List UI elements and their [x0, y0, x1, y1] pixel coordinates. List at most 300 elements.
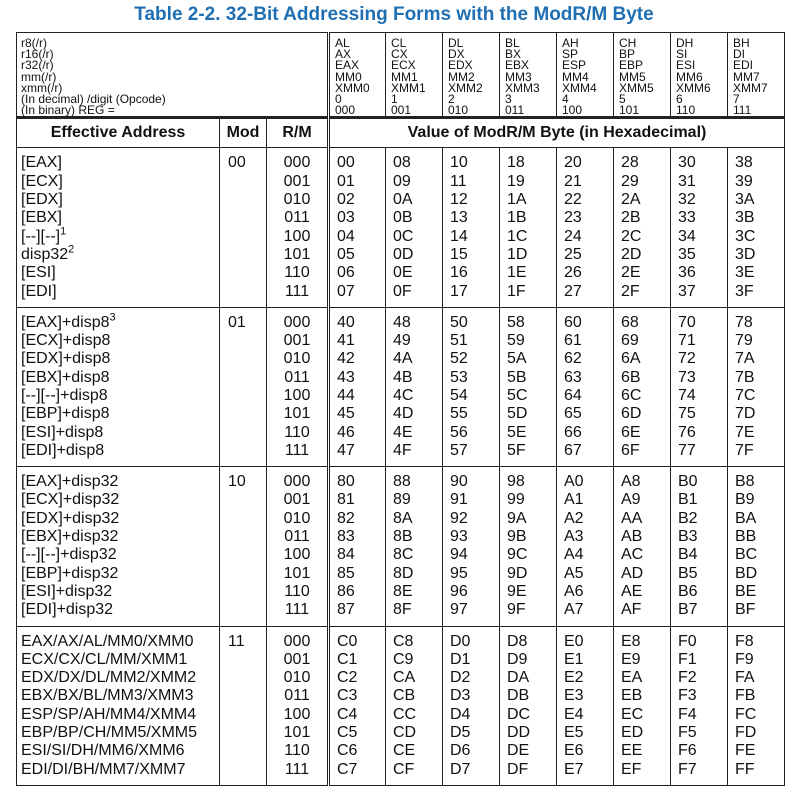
- hex-value: A2: [564, 509, 584, 527]
- hex-value: 9E: [507, 582, 527, 600]
- hex-value: 98: [507, 473, 525, 491]
- register-r16: SI: [676, 47, 688, 62]
- col-effective-address: Effective Address: [17, 118, 220, 148]
- mod-group-00: [17, 148, 785, 307]
- hex-value: 53: [450, 368, 468, 386]
- hex-value: 78: [735, 313, 753, 331]
- rm-cell: [267, 626, 329, 785]
- hex-value: 27: [564, 282, 582, 300]
- rm-value: 011: [284, 209, 310, 227]
- mod-group-01: [17, 307, 785, 466]
- hex-value: C1: [337, 650, 358, 668]
- effective-address-text: EDX/DX/DL/MM2/XMM2: [21, 669, 197, 687]
- register-r8: CH: [619, 36, 637, 50]
- register-r16: DI: [733, 47, 745, 62]
- col-mod: Mod: [220, 118, 267, 148]
- hex-value: 71: [678, 332, 696, 350]
- hex-value: 06: [337, 264, 355, 282]
- effective-address: [21, 350, 219, 368]
- hex-value: BE: [735, 582, 757, 600]
- register-mm: MM0: [335, 69, 362, 84]
- effective-address-cell: [17, 626, 220, 785]
- hex-column: [614, 626, 671, 785]
- hex-value: 73: [678, 368, 696, 386]
- hex-value: 72: [678, 350, 696, 368]
- hex-value: 37: [678, 282, 696, 300]
- effective-address-text: EBP/BP/CH/MM5/XMM5: [21, 724, 198, 742]
- effective-address-text: ESP/SP/AH/MM4/XMM4: [21, 705, 197, 723]
- hex-column: [500, 148, 557, 307]
- register-column-101: [614, 33, 671, 118]
- effective-address: [21, 633, 219, 651]
- hex-value: 92: [450, 509, 468, 527]
- hex-value: B5: [678, 564, 698, 582]
- register-xmm: XMM6: [676, 80, 711, 95]
- rm-value: 110: [284, 423, 310, 441]
- rm-value: 000: [283, 473, 311, 491]
- hex-value: E1: [564, 650, 584, 668]
- hex-value: A7: [564, 601, 584, 619]
- hex-value: 3E: [735, 264, 755, 282]
- hex-value: 89: [393, 491, 411, 509]
- register-mm: MM1: [391, 69, 418, 84]
- hex-value: 08: [393, 154, 411, 172]
- effective-address: [21, 154, 219, 172]
- rm-value: 010: [283, 191, 311, 209]
- hex-value: B2: [678, 509, 698, 527]
- hex-value: 6C: [621, 386, 642, 404]
- hex-value: 5C: [507, 386, 528, 404]
- rm-value: 010: [283, 669, 311, 687]
- hex-value: 6A: [621, 350, 641, 368]
- hex-value: 01: [337, 172, 355, 190]
- register-bin: 001: [391, 103, 412, 118]
- hex-value: D0: [450, 632, 471, 650]
- header-label: (In decimal) /digit (Opcode): [21, 92, 166, 107]
- hex-value: 2E: [621, 264, 641, 282]
- hex-column: [386, 467, 443, 626]
- hex-column: [728, 467, 785, 626]
- hex-value: 23: [564, 209, 582, 227]
- hex-value: ED: [621, 724, 644, 742]
- hex-value: EC: [621, 705, 644, 723]
- effective-address-text: [EBP]+disp8: [21, 405, 110, 423]
- hex-value: BA: [735, 509, 757, 527]
- effective-address: [21, 651, 219, 669]
- hex-value: D7: [450, 760, 471, 778]
- effective-address-text: [EBP]+disp32: [21, 564, 119, 582]
- hex-value: 90: [450, 473, 468, 491]
- hex-value: 10: [450, 154, 468, 172]
- hex-value: 51: [450, 332, 468, 350]
- effective-address: [21, 601, 219, 619]
- register-mm: MM7: [733, 69, 760, 84]
- register-bin: 110: [676, 103, 696, 118]
- hex-value: 59: [507, 332, 525, 350]
- hex-value: 79: [735, 332, 753, 350]
- hex-value: 74: [678, 386, 696, 404]
- hex-column: [443, 307, 500, 466]
- effective-address-text: [ECX]: [21, 172, 63, 190]
- hex-value: AA: [621, 509, 643, 527]
- register-r32: EBP: [619, 58, 644, 73]
- register-column-110: [671, 33, 728, 118]
- hex-value: 36: [678, 264, 696, 282]
- register-r32: EDX: [448, 58, 473, 73]
- rm-value: 001: [283, 650, 311, 668]
- effective-address-cell: [17, 307, 220, 466]
- effective-address: [21, 546, 219, 564]
- hex-value: 7E: [735, 423, 755, 441]
- register-xmm: XMM0: [335, 80, 370, 95]
- hex-value: 30: [678, 154, 696, 172]
- hex-value: EA: [621, 669, 643, 687]
- hex-value: 91: [450, 491, 468, 509]
- hex-column: [671, 467, 728, 626]
- hex-column: [614, 467, 671, 626]
- hex-value: 9B: [507, 528, 527, 546]
- hex-value: 55: [450, 405, 468, 423]
- hex-value: 38: [735, 154, 753, 172]
- hex-value: 09: [393, 172, 411, 190]
- register-r8: DH: [676, 36, 694, 50]
- hex-value: 69: [621, 332, 639, 350]
- rm-cell: [267, 467, 329, 626]
- hex-value: 87: [337, 601, 355, 619]
- register-r8: BH: [733, 36, 750, 50]
- hex-value: BD: [735, 564, 758, 582]
- register-xmm: XMM3: [505, 80, 540, 95]
- hex-column: [500, 307, 557, 466]
- hex-value: B8: [735, 473, 755, 491]
- hex-value: 1D: [507, 245, 528, 263]
- register-dec: 2: [448, 92, 455, 107]
- hex-value: 03: [337, 209, 355, 227]
- hex-value: B4: [678, 546, 698, 564]
- hex-column: [443, 626, 500, 785]
- hex-value: 0E: [393, 264, 413, 282]
- hex-value: E0: [564, 632, 584, 650]
- hex-column: [500, 467, 557, 626]
- hex-value: 4C: [393, 386, 414, 404]
- hex-value: B7: [678, 601, 698, 619]
- hex-value: 65: [564, 405, 582, 423]
- register-bin: 101: [619, 103, 640, 118]
- hex-value: 46: [337, 423, 355, 441]
- hex-column: [386, 626, 443, 785]
- hex-value: 6E: [621, 423, 641, 441]
- hex-value: BB: [735, 528, 757, 546]
- hex-value: 22: [564, 191, 582, 209]
- footnote-marker: 3: [109, 311, 116, 324]
- hex-value: 42: [337, 350, 355, 368]
- hex-value: 0F: [393, 282, 412, 300]
- effective-address-text: [ESI]: [21, 264, 56, 282]
- hex-value: 16: [450, 264, 468, 282]
- hex-value: 80: [337, 473, 355, 491]
- register-column-111: [728, 33, 785, 118]
- hex-value: F3: [678, 687, 697, 705]
- hex-value: 20: [564, 154, 582, 172]
- hex-value: 7D: [735, 405, 756, 423]
- hex-value: 7C: [735, 386, 756, 404]
- hex-value: FE: [735, 742, 756, 760]
- register-dec: 1: [391, 92, 398, 107]
- hex-value: AB: [621, 528, 643, 546]
- rm-value: 010: [283, 509, 311, 527]
- hex-value: 1C: [507, 227, 528, 245]
- hex-column: [443, 148, 500, 307]
- hex-value: 9A: [507, 509, 527, 527]
- register-bin: 100: [562, 103, 583, 118]
- header-label: r32(/r): [21, 58, 54, 73]
- table-title: Table 2-2. 32-Bit Addressing Forms with the ModR/M Byte: [134, 4, 654, 25]
- effective-address: [21, 225, 219, 246]
- hex-value: FF: [735, 760, 755, 778]
- hex-value: A4: [564, 546, 584, 564]
- hex-value: AC: [621, 546, 644, 564]
- hex-value: 28: [621, 154, 639, 172]
- hex-value: E8: [621, 632, 641, 650]
- register-r32: ECX: [391, 58, 416, 73]
- hex-value: 3D: [735, 245, 756, 263]
- effective-address-text: EDI/DI/BH/MM7/XMM7: [21, 760, 186, 778]
- hex-value: C7: [337, 760, 358, 778]
- effective-address-text: [--][--]+disp32: [21, 546, 117, 564]
- hex-value: EE: [621, 742, 643, 760]
- register-mm: MM3: [505, 69, 532, 84]
- hex-column: [557, 626, 614, 785]
- rm-value: 111: [284, 441, 310, 459]
- effective-address-text: [EBX]+disp32: [21, 528, 119, 546]
- hex-value: 2B: [621, 209, 641, 227]
- hex-value: A8: [621, 473, 641, 491]
- effective-address-text: [--][--]: [21, 227, 61, 245]
- hex-value: B9: [735, 491, 755, 509]
- hex-value: 33: [678, 209, 696, 227]
- hex-value: AE: [621, 582, 643, 600]
- register-r16: BX: [505, 47, 522, 62]
- rm-value: 111: [284, 760, 310, 778]
- hex-value: 8C: [393, 546, 414, 564]
- hex-value: A3: [564, 528, 584, 546]
- hex-column: [728, 307, 785, 466]
- hex-value: D2: [450, 669, 471, 687]
- effective-address-text: [EBX]+disp8: [21, 368, 110, 386]
- hex-value: 45: [337, 405, 355, 423]
- hex-value: DA: [507, 669, 530, 687]
- hex-value: 11: [450, 172, 467, 190]
- hex-value: 41: [337, 332, 355, 350]
- rm-value: 100: [283, 546, 311, 564]
- hex-value: C0: [337, 632, 358, 650]
- register-r32: ESI: [676, 58, 696, 73]
- hex-value: CE: [393, 742, 416, 760]
- hex-value: 85: [337, 564, 355, 582]
- hex-value: DD: [507, 724, 531, 742]
- hex-value: 3F: [735, 282, 754, 300]
- mod-value: 01: [220, 307, 267, 466]
- hex-value: B0: [678, 473, 698, 491]
- hex-value: 4B: [393, 368, 413, 386]
- register-xmm: XMM1: [391, 80, 426, 95]
- hex-value: E3: [564, 687, 584, 705]
- rm-value: 000: [283, 313, 311, 331]
- register-r8: AL: [335, 36, 350, 50]
- hex-value: 31: [678, 172, 696, 190]
- mod-value: 10: [220, 467, 267, 626]
- hex-value: E5: [564, 724, 584, 742]
- register-dec: 0: [335, 92, 342, 107]
- hex-value: C9: [393, 650, 414, 668]
- hex-value: 7B: [735, 368, 755, 386]
- effective-address: [21, 191, 219, 209]
- hex-value: 76: [678, 423, 696, 441]
- register-dec: 7: [733, 92, 740, 107]
- effective-address: [21, 264, 219, 282]
- rm-value: 010: [283, 350, 311, 368]
- hex-value: 2F: [621, 282, 640, 300]
- register-header-row: [17, 33, 785, 118]
- mod-group-10: [17, 467, 785, 626]
- header-label: mm(/r): [21, 69, 57, 84]
- hex-value: 3B: [735, 209, 755, 227]
- register-r32: EBX: [505, 58, 530, 73]
- effective-address: [21, 424, 219, 442]
- hex-value: 86: [337, 582, 355, 600]
- register-mm: MM6: [676, 69, 703, 84]
- hex-column: [329, 148, 386, 307]
- rm-value: 100: [283, 705, 311, 723]
- hex-value: D5: [450, 724, 471, 742]
- hex-value: C8: [393, 632, 414, 650]
- hex-value: F2: [678, 669, 697, 687]
- effective-address-text: EBX/BX/BL/MM3/XMM3: [21, 687, 194, 705]
- register-dec: 5: [619, 92, 626, 107]
- hex-value: 62: [564, 350, 582, 368]
- effective-address-text: [ECX]+disp8: [21, 332, 111, 350]
- hex-value: 3A: [735, 191, 755, 209]
- hex-value: D6: [450, 742, 471, 760]
- effective-address: [21, 706, 219, 724]
- hex-value: 1E: [507, 264, 527, 282]
- effective-address-text: [--][--]+disp8: [21, 386, 108, 404]
- hex-value: CF: [393, 760, 415, 778]
- header-labels: [17, 33, 329, 118]
- effective-address: [21, 761, 219, 779]
- hex-value: 8F: [393, 601, 412, 619]
- register-mm: MM2: [448, 69, 475, 84]
- effective-address: [21, 283, 219, 301]
- effective-address: [21, 405, 219, 423]
- hex-value: 1F: [507, 282, 526, 300]
- hex-value: 67: [564, 441, 582, 459]
- register-xmm: XMM5: [619, 80, 654, 95]
- rm-value: 100: [283, 386, 311, 404]
- effective-address: [21, 332, 219, 350]
- mod-group-11: [17, 626, 785, 785]
- hex-value: 50: [450, 313, 468, 331]
- hex-value: D1: [450, 650, 471, 668]
- register-mm: MM4: [562, 69, 589, 84]
- hex-column: [443, 467, 500, 626]
- hex-value: B6: [678, 582, 698, 600]
- register-r32: EAX: [335, 58, 360, 73]
- hex-value: 4D: [393, 405, 414, 423]
- effective-address-text: [EDI]+disp32: [21, 601, 114, 619]
- effective-address-text: ECX/CX/CL/MM/XMM1: [21, 650, 188, 668]
- hex-value: 9F: [507, 601, 526, 619]
- hex-value: FD: [735, 724, 757, 742]
- effective-address: [21, 473, 219, 491]
- mod-value: 11: [220, 626, 267, 785]
- hex-value: 47: [337, 441, 355, 459]
- effective-address-text: [ESI]+disp8: [21, 423, 104, 441]
- effective-address-text: [EDI]: [21, 282, 57, 300]
- hex-value: EB: [621, 687, 643, 705]
- register-dec: 4: [562, 92, 569, 107]
- hex-value: 96: [450, 582, 468, 600]
- hex-value: 35: [678, 245, 696, 263]
- hex-value: 7F: [735, 441, 754, 459]
- hex-value: CD: [393, 724, 417, 742]
- hex-value: E9: [621, 650, 641, 668]
- effective-address: [21, 510, 219, 528]
- rm-value: 001: [283, 172, 311, 190]
- register-column-010: [443, 33, 500, 118]
- register-r8: DL: [448, 36, 464, 50]
- hex-value: FC: [735, 705, 757, 723]
- hex-column: [329, 626, 386, 785]
- effective-address-text: [EAX]+disp32: [21, 473, 119, 491]
- footnote-marker: 2: [68, 243, 75, 256]
- hex-value: FA: [735, 669, 755, 687]
- hex-value: 17: [450, 282, 468, 300]
- hex-value: 04: [337, 227, 355, 245]
- hex-value: F9: [735, 650, 754, 668]
- effective-address-text: [EDI]+disp8: [21, 441, 105, 459]
- hex-value: 48: [393, 313, 411, 331]
- hex-value: 94: [450, 546, 468, 564]
- hex-value: 9C: [507, 546, 528, 564]
- hex-value: 4E: [393, 423, 413, 441]
- hex-value: 84: [337, 546, 355, 564]
- hex-value: CA: [393, 669, 416, 687]
- hex-column: [671, 148, 728, 307]
- hex-value: 13: [450, 209, 468, 227]
- effective-address: [21, 687, 219, 705]
- hex-value: D4: [450, 705, 471, 723]
- hex-value: EF: [621, 760, 642, 778]
- register-r32: ESP: [562, 58, 587, 73]
- hex-value: D8: [507, 632, 528, 650]
- hex-value: E6: [564, 742, 584, 760]
- hex-value: 56: [450, 423, 468, 441]
- hex-value: 5B: [507, 368, 527, 386]
- register-dec: 3: [505, 92, 512, 107]
- effective-address-text: EAX/AX/AL/MM0/XMM0: [21, 632, 194, 650]
- hex-value: FB: [735, 687, 756, 705]
- rm-value: 011: [284, 368, 310, 386]
- rm-value: 001: [283, 332, 311, 350]
- hex-value: 77: [678, 441, 696, 459]
- hex-column: [728, 626, 785, 785]
- hex-value: 0C: [393, 227, 414, 245]
- header-label: r8(/r): [21, 36, 47, 50]
- hex-value: 0A: [393, 191, 413, 209]
- hex-value: A5: [564, 564, 584, 582]
- register-xmm: XMM4: [562, 80, 597, 95]
